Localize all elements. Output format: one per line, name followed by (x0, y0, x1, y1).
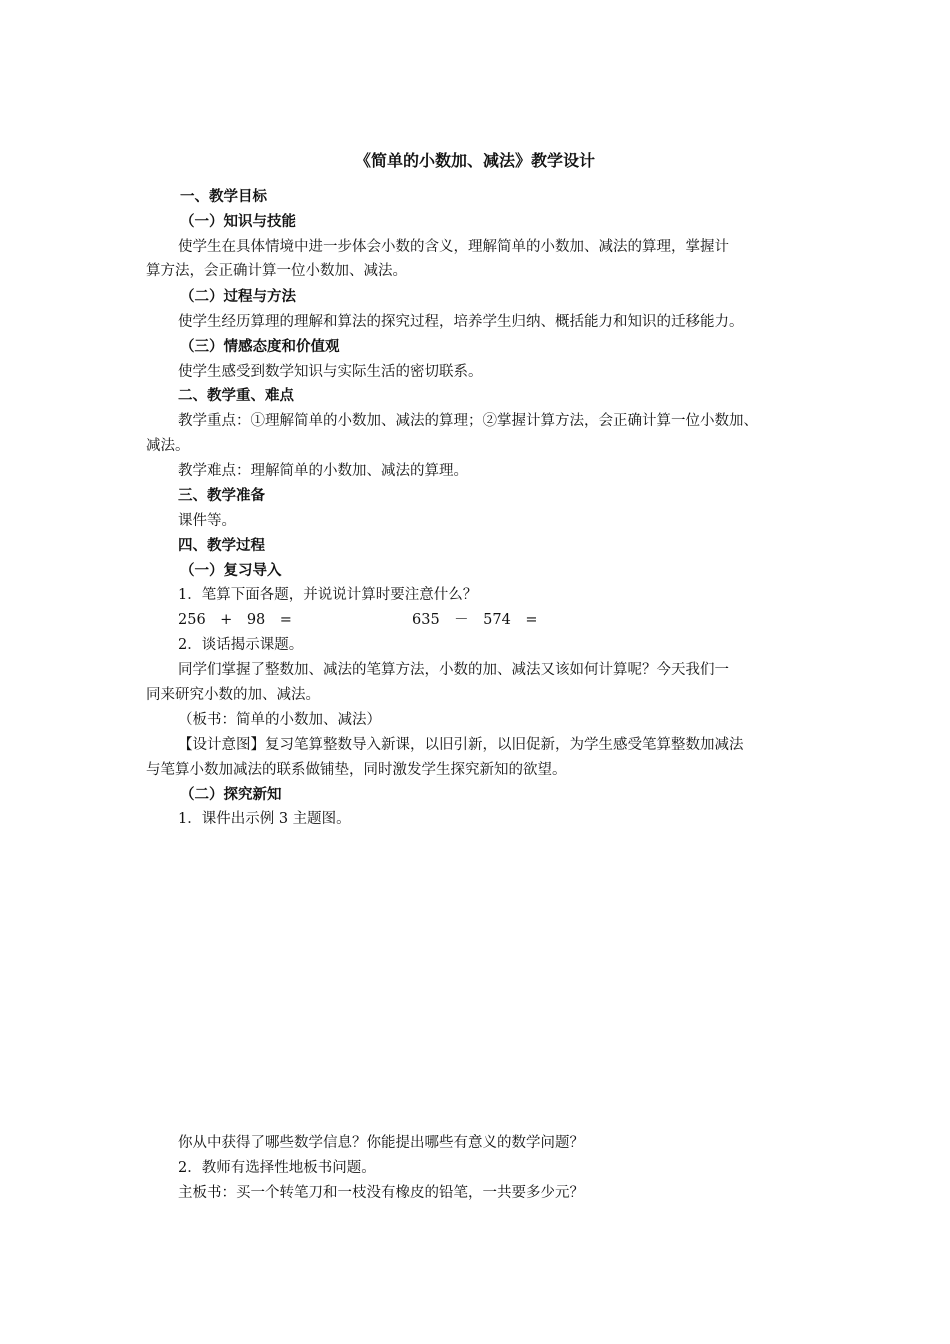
paragraph-line: 2．教师有选择性地板书问题。 (178, 1160, 376, 1176)
paragraph-line: 课件等。 (178, 513, 236, 529)
paragraph-line: 使学生在具体情境中进一步体会小数的含义，理解简单的小数加、减法的算理，掌握计 (178, 239, 729, 255)
paragraph-line: 主板书：买一个转笔刀和一枝没有橡皮的铅笔，一共要多少元？ (178, 1185, 584, 1201)
paragraph-line: 减法。 (146, 438, 190, 454)
paragraph-line: 【设计意图】复习笔算整数导入新课，以旧引新，以旧促新，为学生感受笔算整数加减法 (178, 737, 744, 753)
section-heading-preparation: 三、教学准备 (178, 487, 265, 504)
subsection-heading-process: （二）过程与方法 (180, 288, 296, 305)
paragraph-line: （板书：简单的小数加、减法） (178, 712, 381, 728)
calc-expression-2: 635 － 574 = (412, 612, 538, 628)
subsection-heading-attitude: （三）情感态度和价值观 (180, 338, 340, 355)
paragraph-line: 1．笔算下面各题，并说说计算时要注意什么？ (178, 587, 478, 603)
subsection-heading-knowledge: （一）知识与技能 (180, 213, 296, 230)
paragraph-line: 算方法，会正确计算一位小数加、减法。 (146, 263, 407, 279)
subsection-heading-review: （一）复习导入 (180, 562, 282, 579)
page-title: 《简单的小数加、减法》教学设计 (354, 151, 595, 170)
calc-expression-1: 256 + 98 = (178, 612, 292, 628)
paragraph-line: 与笔算小数加减法的联系做铺垫，同时激发学生探究新知的欲望。 (146, 762, 567, 778)
section-heading-objectives: 一、教学目标 (180, 188, 267, 205)
paragraph-line: 教学重点：①理解简单的小数加、减法的算理；②掌握计算方法，会正确计算一位小数加、 (178, 413, 758, 429)
paragraph-line: 使学生感受到数学知识与实际生活的密切联系。 (178, 364, 483, 380)
paragraph-line: 同来研究小数的加、减法。 (146, 687, 320, 703)
paragraph-line: 你从中获得了哪些数学信息？你能提出哪些有意义的数学问题？ (178, 1135, 584, 1151)
section-heading-process: 四、教学过程 (178, 537, 265, 554)
section-heading-key-points: 二、教学重、难点 (178, 387, 294, 404)
paragraph-line: 2．谈话揭示课题。 (178, 637, 304, 653)
paragraph-line: 教学难点：理解简单的小数加、减法的算理。 (178, 463, 468, 479)
subsection-heading-explore: （二）探究新知 (180, 786, 282, 803)
paragraph-line: 使学生经历算理的理解和算法的探究过程，培养学生归纳、概括能力和知识的迁移能力。 (178, 314, 744, 330)
paragraph-line: 1．课件出示例 3 主题图。 (178, 811, 351, 827)
paragraph-line: 同学们掌握了整数加、减法的笔算方法，小数的加、减法又该如何计算呢？今天我们一 (178, 662, 729, 678)
